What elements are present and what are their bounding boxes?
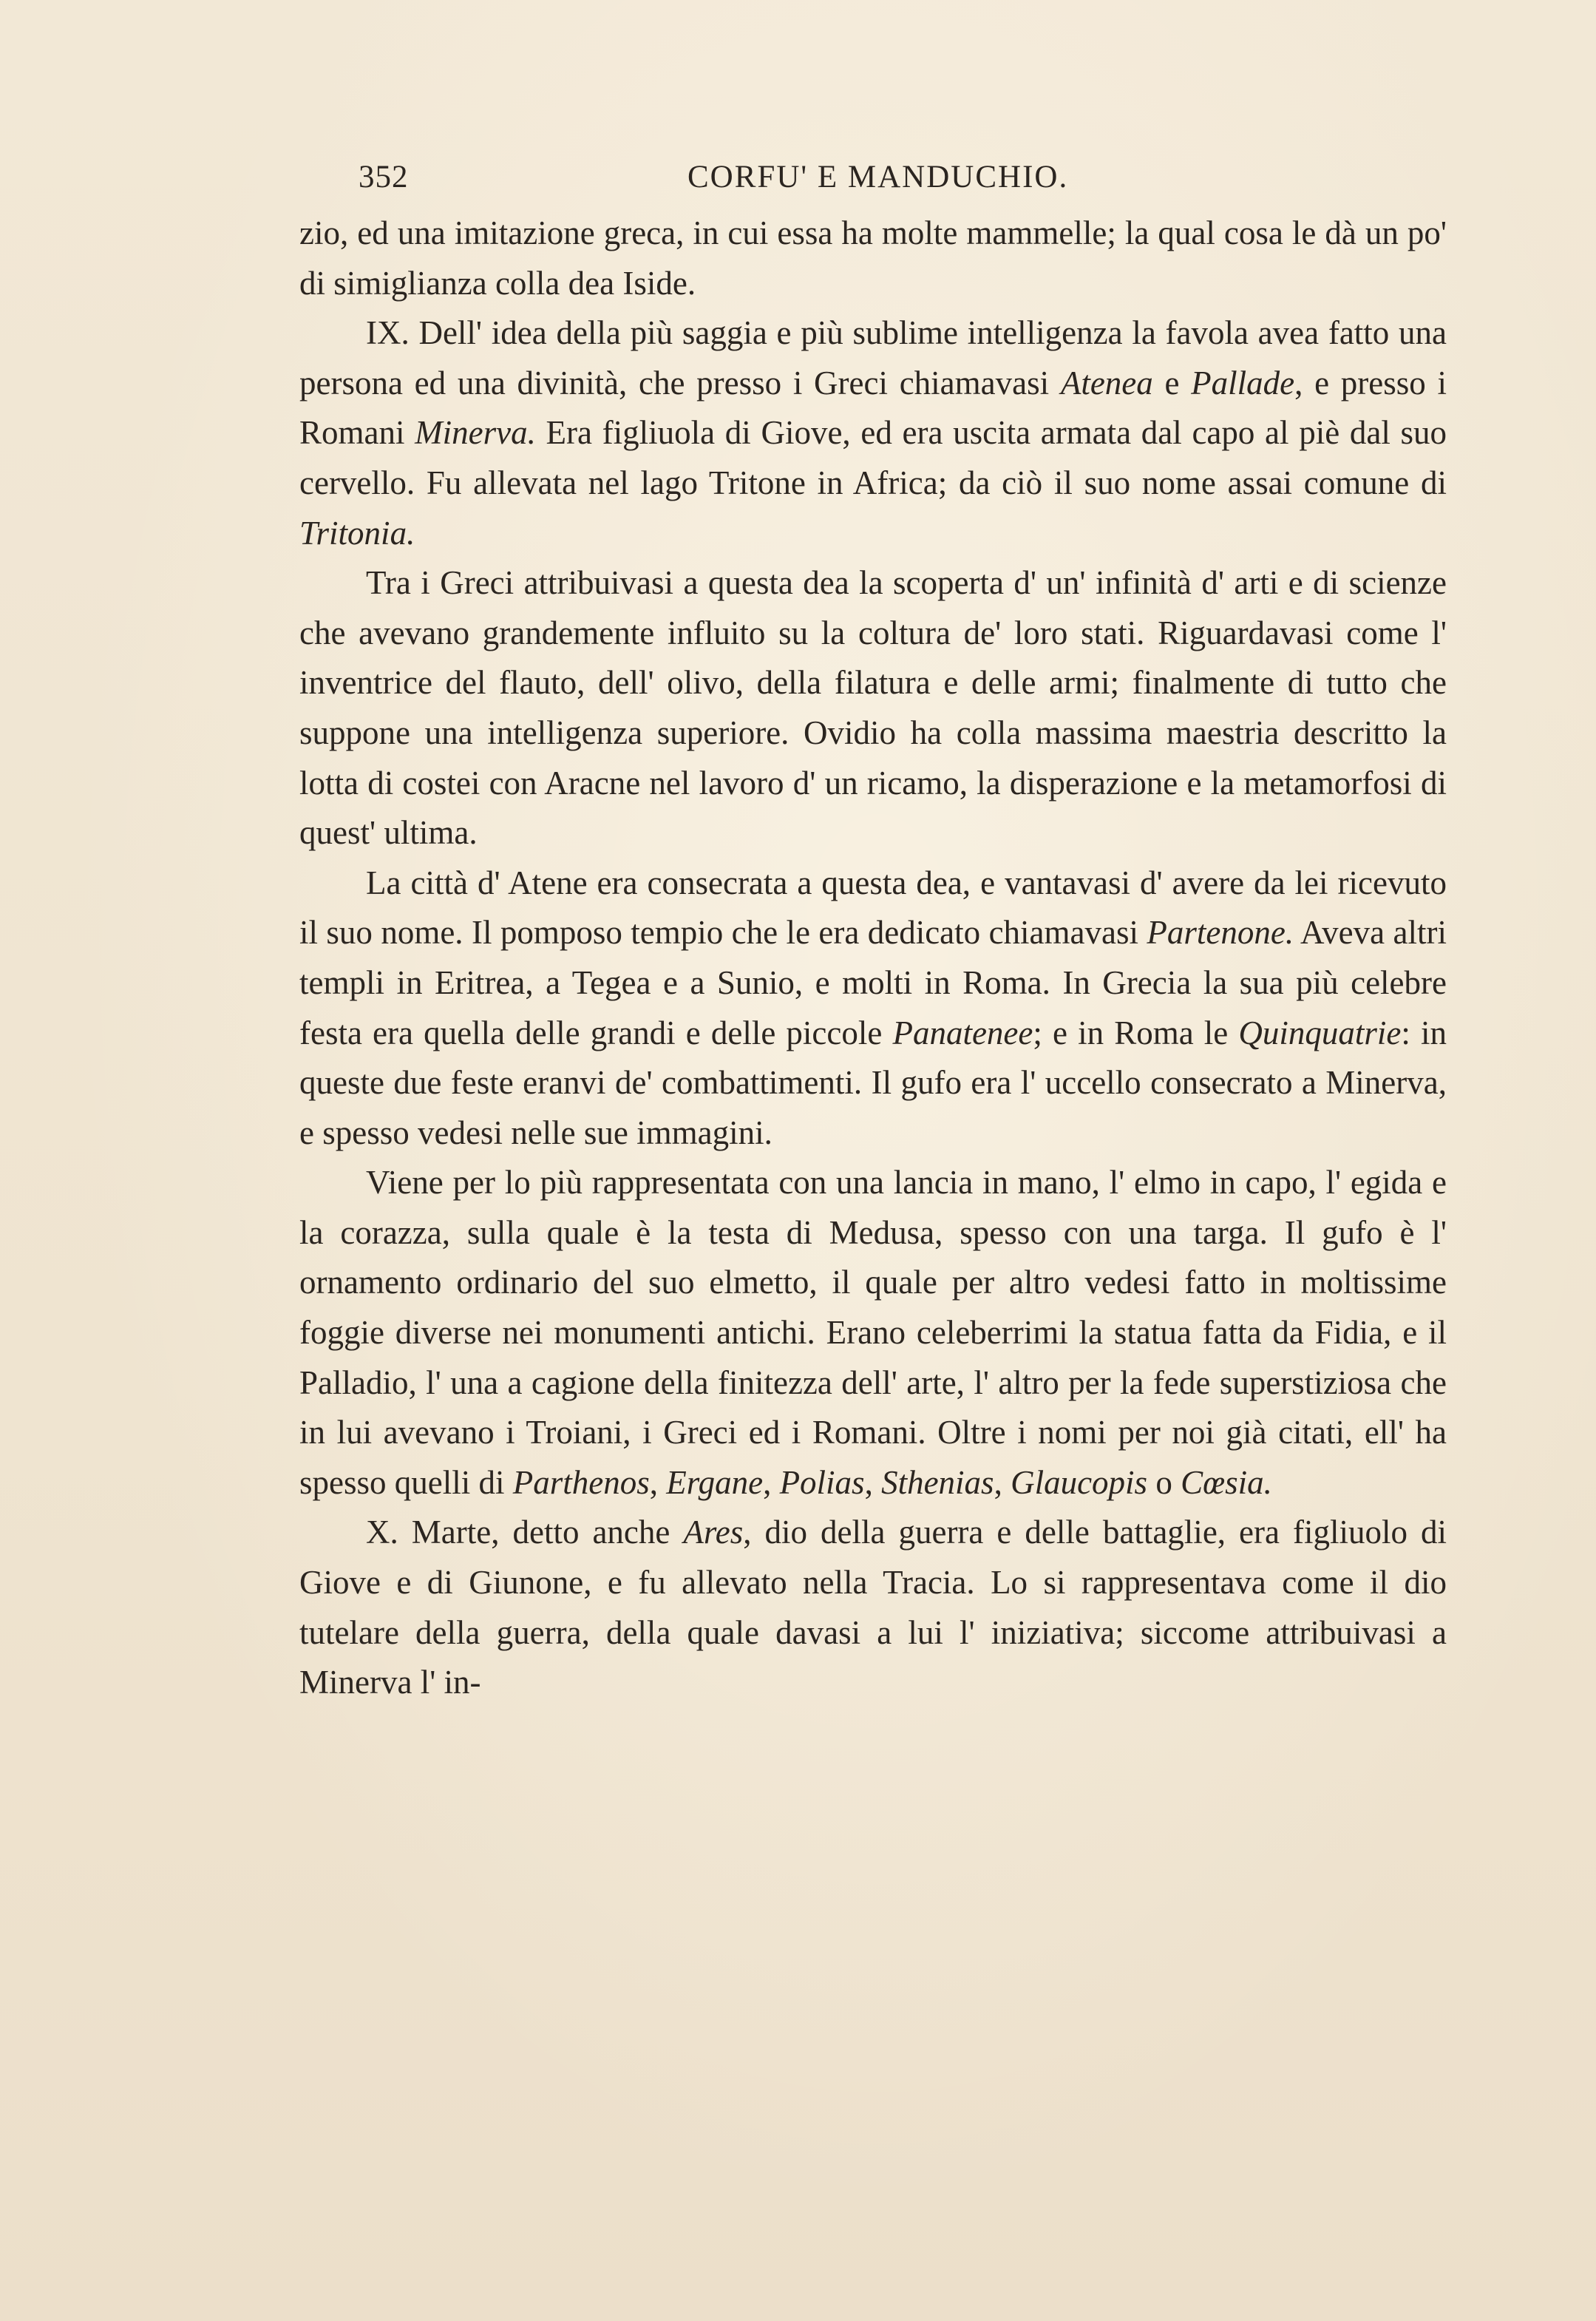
text-run: o: [1147, 1463, 1181, 1501]
text-run: ,: [649, 1463, 667, 1501]
text-run: Tra i Greci attribuivasi a questa dea la scoperta d' un' infinità d' arti e di scienze che avevano grandemente influito su la coltura de' loro stati. Riguardavasi come l' inventrice del flauto, dell' olivo, della filatura e delle armi; finalmente di tutto che suppone una intelligenza superiore. Ovidio ha colla massima maestria descritto la lotta di costei con Aracne nel lavoro d' un ricamo, la disperazione e la metamorfosi di quest' ultima.: [299, 564, 1447, 852]
text-run: Era figliuola di Giove, ed era uscita armata dal capo al piè dal suo cervello. Fu allevata nel lago Tritone in Africa; da ciò il suo nome assai comune di: [299, 414, 1447, 501]
text-run: ,: [864, 1463, 882, 1501]
italic-term: Quinquatrie: [1238, 1014, 1402, 1051]
text-run: : in queste due feste eranvi de' combattimenti. Il gufo era l' uccello consecrato a Minerva, e spesso vedesi nelle sue immagini.: [299, 1014, 1447, 1151]
paragraph-section-ix: [299, 308, 1447, 558]
italic-term: Partenone.: [1147, 914, 1294, 952]
italic-term: Ares: [683, 1514, 744, 1551]
text-run: Aveva altri templi in Eritrea, a Tegea e a Sunio, e molti in Roma. In Grecia la sua più celebre festa era quella delle grandi e delle piccole: [299, 914, 1447, 1051]
italic-term: Minerva.: [415, 414, 536, 452]
body-text: [299, 209, 1447, 1708]
italic-term: Cœsia.: [1181, 1463, 1272, 1501]
text-run: ,: [763, 1463, 780, 1501]
italic-term: Ergane: [666, 1463, 764, 1501]
text-run: IX. Dell' idea della più saggia e più sublime intelligenza la favola avea fatto una persona ed una divinità, che presso i Greci chiamavasi: [299, 314, 1447, 401]
italic-term: Polias: [779, 1463, 865, 1501]
italic-term: Pallade: [1191, 364, 1295, 401]
text-run: X. Marte, detto anche: [366, 1514, 684, 1551]
italic-term: Tritonia.: [299, 514, 415, 552]
text-run: Viene per lo più rappresentata con una lancia in mano, l' elmo in capo, l' egida e la corazza, sulla quale è la testa di Medusa, spesso con una targa. Il gufo è l' ornamento ordinario del suo elmetto, il quale per altro vedesi fatto in moltissime foggie diverse nei monumenti antichi. Erano celeberrimi la statua fatta da Fidia, e il Palladio, l' una a cagione della finitezza dell' arte, l' altro per la fede superstiziosa che in lui avevano i Troiani, i Greci ed i Romani. Oltre i nomi per noi già citati, ell' ha spesso quelli di: [299, 1164, 1447, 1501]
text-run: e: [1152, 364, 1192, 401]
text-run: ; e in Roma le: [1033, 1014, 1239, 1051]
paragraph-section-x: [299, 1508, 1447, 1707]
italic-term: Glaucopis: [1011, 1463, 1148, 1501]
paragraph-continuation: [299, 209, 1447, 308]
text-run: ,: [994, 1463, 1011, 1501]
italic-term: Sthenias: [881, 1463, 994, 1501]
page-number: 352: [359, 160, 409, 194]
text-run: , e presso i Romani: [299, 364, 1447, 452]
italic-term: Atenea: [1060, 364, 1153, 401]
running-title: CORFU' E MANDUCHIO.: [687, 160, 1069, 194]
text-run: La città d' Atene era consecrata a questa dea, e vantavasi d' avere da lei ricevuto il suo nome. Il pomposo tempio che le era dedicato chiamavasi: [299, 864, 1447, 952]
paragraph-athens: [299, 858, 1447, 1159]
text-run: zio, ed una imitazione greca, in cui essa ha molte mammelle; la qual cosa le dà un po' di simiglianza colla dea Iside.: [299, 214, 1447, 302]
paragraph-representation: [299, 1158, 1447, 1508]
page-header: [299, 159, 1447, 203]
text-run: , dio della guerra e delle battaglie, era figliuolo di Giove e di Giunone, e fu allevato nella Tracia. Lo si rappresentava come il dio tutelare della guerra, della quale davasi a lui l' iniziativa; siccome attribuivasi a Minerva l' in-: [299, 1514, 1447, 1701]
italic-term: Panatenee: [892, 1014, 1033, 1051]
paragraph-greek-attributions: [299, 558, 1447, 858]
italic-term: Parthenos: [512, 1463, 650, 1501]
